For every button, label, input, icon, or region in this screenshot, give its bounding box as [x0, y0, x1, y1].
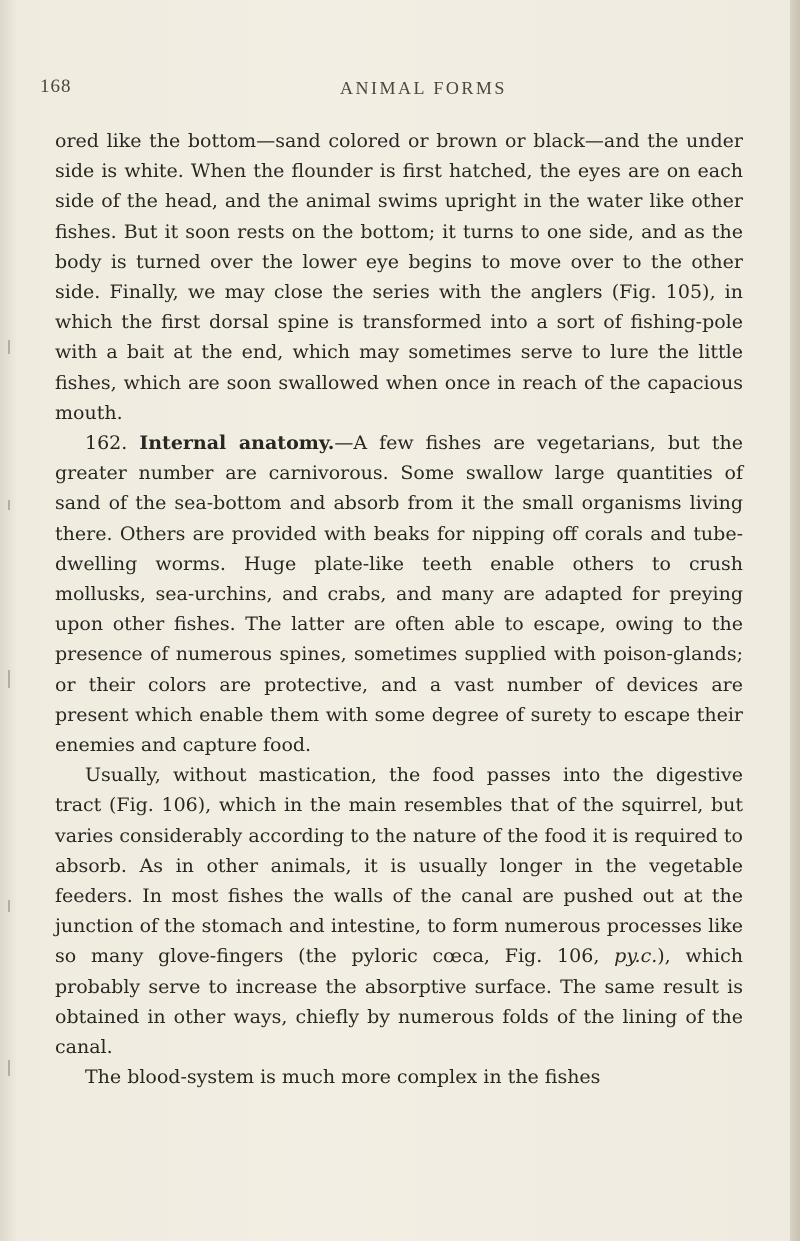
running-head: ANIMAL FORMS [340, 78, 507, 98]
speck [8, 340, 10, 354]
paragraph-blood-system [55, 1062, 743, 1092]
paragraph-digestion [55, 760, 743, 1062]
section-title: Internal anatomy. [139, 432, 335, 455]
speck [8, 900, 10, 912]
page-header [40, 76, 740, 106]
figure-label: py.c. [614, 945, 658, 968]
section-number: 162. [85, 432, 128, 455]
paragraph-flounder [55, 126, 743, 428]
paragraph-text: ored like the bottom—sand colored or brown or black—and the under side is white. When the flounder is first hatched, the eyes are on each side of the head, and the animal swims upright in the water like other fishes. But it soon rests on the bottom; it turns to one side, and as the body is turned over the lower eye begins to move over to the other side. Finally, we may close the series with the anglers (Fig. 105), in which the first dorsal spine is transformed into a sort of fishing-pole with a bait at the end, which may sometimes serve to lure the little fishes, which are soon swallowed when once in reach of the capacious mouth. [55, 130, 743, 424]
paragraph-text: ), which probably serve to increase the absorptive surface. The same result is obtained in other ways, chiefly by numerous folds of the lining of the canal. [55, 945, 743, 1059]
paragraph-internal-anatomy [55, 428, 743, 760]
paper-specks [8, 340, 14, 1140]
speck [8, 500, 10, 510]
paragraph-text: The blood-system is much more complex in the fishes [85, 1066, 601, 1089]
page-edge [790, 0, 800, 1241]
paragraph-text: Usually, without mastication, the food passes into the digestive tract (Fig. 106), which in the main resembles that of the squirrel, but varies considerably according to the nature of the food it is required to absorb. As in other animals, it is usually longer in the vegetable feeders. In most fishes the walls of the canal are pushed out at the junction of the stomach and intestine, to form numerous processes like so many glove-fingers (the pyloric cœca, Fig. 106, [55, 764, 743, 968]
page-number: 168 [40, 76, 72, 97]
paragraph-text: —A few fishes are vegetarians, but the greater number are carnivorous. Some swallow large quantities of sand of the sea-bottom and absorb from it the small organisms living there. Others are provided with beaks for nipping off corals and tube-dwelling worms. Huge plate-like teeth enable others to crush mollusks, sea-urchins, and crabs, and many are adapted for preying upon other fishes. The latter are often able to escape, owing to the presence of numerous spines, sometimes supplied with poison-glands; or their colors are protective, and a vast number of devices are present which enable them with some degree of surety to escape their enemies and capture food. [55, 432, 744, 757]
speck [8, 670, 10, 688]
body-text [55, 126, 743, 1093]
speck [8, 1060, 10, 1076]
